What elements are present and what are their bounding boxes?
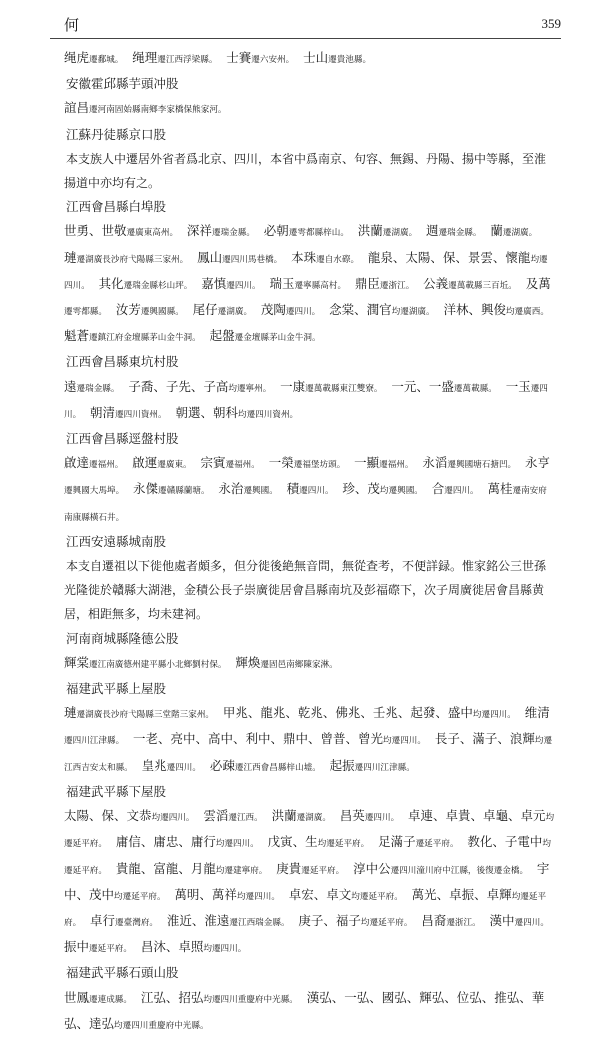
branch-heading: 福建武平縣石頭山股	[66, 965, 179, 981]
member-name: 積	[286, 481, 300, 497]
migration-note: 均遷四川重慶府中光縣。	[114, 1020, 209, 1031]
branch-heading: 江西會昌縣東坑村股	[66, 354, 179, 370]
migration-note: 均遷四川。	[472, 710, 516, 721]
migration-note: 均遷四川資州。	[237, 409, 299, 420]
migration-entries	[64, 986, 555, 1038]
migration-note: 遷四川。	[514, 917, 549, 928]
member-name: 其化	[98, 275, 124, 291]
migration-note: 遷四川江津縣。	[64, 736, 125, 747]
branch-heading: 江蘇丹徒縣京口股	[66, 126, 167, 142]
branch-heading: 福建武平縣下屋股	[66, 783, 167, 799]
migration-note: 均遷延平府。	[64, 839, 552, 876]
migration-note: 遷湖廣長沙府弋陽縣三家州。	[76, 254, 189, 265]
migration-note: 遷四川。	[226, 280, 261, 291]
member-name: 起振	[329, 757, 355, 773]
member-name: 嘉慎	[201, 275, 227, 291]
migration-note: 遷江南廣德州建平縣小北鄉劉村保。	[89, 659, 227, 670]
member-name: 鳳山	[197, 249, 223, 265]
branch-heading: 江西會昌縣白埠股	[66, 199, 167, 215]
member-name: 漢中	[489, 912, 515, 928]
migration-note: 遷江西瑞金縣。	[229, 917, 290, 928]
migration-note: 遷南安府南康縣橫石井。	[64, 486, 547, 523]
member-name: 雲滔	[203, 808, 229, 824]
branch-heading: 福建武平縣上屋股	[66, 681, 167, 697]
migration-note: 均遷延平府。	[360, 917, 413, 928]
member-name: 子喬、子先、子高	[128, 378, 229, 394]
migration-note: 遷固邑南鄉陳家淋。	[260, 659, 338, 670]
member-name: 瑞玉	[269, 275, 295, 291]
member-name: 念棠、潤官	[329, 302, 392, 318]
migration-note: 遷四川。	[299, 486, 334, 497]
member-name: 珍、茂	[342, 481, 380, 497]
branch-note: 本支族人中遷居外省者爲北京、四川，本省中爲南京、句容、無錫、丹陽、揚中等縣，至淮揚道中亦均有之。	[64, 151, 547, 191]
member-name: 長子、滿子、浪輝	[434, 731, 535, 747]
member-name: 合	[431, 481, 445, 497]
member-name: 萬光、卓振、卓輝	[411, 886, 512, 902]
migration-note: 遷興國塘石搪凹。	[447, 460, 517, 471]
migration-entries	[64, 651, 555, 677]
migration-entries	[64, 46, 555, 72]
migration-note: 遷福州。	[225, 460, 260, 471]
member-name: 绳理	[132, 50, 158, 65]
migration-note: 均遷四川重慶府中光縣。	[203, 994, 298, 1005]
migration-note: 均遷建寧府。	[215, 865, 268, 876]
migration-entries	[64, 451, 555, 530]
member-name: 庚貴	[276, 860, 302, 876]
migration-note: 遷瑞金縣杉山坪。	[123, 280, 193, 291]
migration-note: 均遷四川。	[64, 254, 548, 291]
migration-note: 遷湖廣。	[296, 813, 331, 824]
member-name: 漢弘、一弘、國弘、輝弘、位弘、推弘、華弘、達弘	[64, 989, 545, 1031]
member-name: 誼昌	[64, 100, 90, 116]
member-name: 朝清	[90, 404, 116, 420]
member-name: 一榮	[268, 455, 294, 471]
migration-note: 遷自水磜。	[316, 254, 360, 265]
branch-heading: 江西安遠縣城南股	[66, 533, 167, 549]
member-name: 昌裔	[421, 912, 447, 928]
migration-note: 遷金壇縣茅山金牛洞。	[234, 333, 321, 344]
member-name: 宇中、茂中	[64, 860, 550, 902]
member-name: 魁蒼	[64, 328, 90, 344]
migration-note: 遷四川。	[444, 486, 479, 497]
migration-note: 均遷延平府。	[351, 891, 403, 902]
migration-note: 遷興國大馬埠。	[64, 486, 125, 497]
migration-note: 遷福州。	[89, 460, 124, 471]
migration-note: 遷六安州。	[251, 55, 295, 65]
member-name: 遠	[64, 378, 77, 394]
migration-note: 均遷四川。	[383, 736, 426, 747]
member-name: 永傑	[133, 481, 159, 497]
migration-note: 遷瑞金縣。	[76, 383, 120, 394]
member-name: 貴龍、富龍、月龍	[115, 860, 216, 876]
member-name: 璉	[64, 249, 77, 265]
member-name: 輝煥	[235, 654, 261, 670]
member-name: 宗賓	[200, 455, 226, 471]
migration-entries	[64, 219, 555, 350]
member-name: 戊寅、生	[267, 834, 318, 850]
member-name: 茂陶	[260, 302, 286, 318]
member-name: 龍泉、太陽、保、景雲、懷龍	[367, 249, 531, 265]
member-name: 起盤	[209, 328, 235, 344]
member-name: 輝棠	[64, 654, 90, 670]
member-name: 庚子、福子	[298, 912, 361, 928]
member-name: 一玉	[505, 378, 531, 394]
member-name: 绳虎	[64, 50, 90, 65]
member-name: 士山	[303, 50, 329, 65]
member-name: 洪蘭	[357, 223, 383, 239]
migration-entries	[64, 701, 555, 780]
migration-note: 遷延平府。	[89, 944, 132, 955]
member-name: 蘭	[490, 223, 503, 239]
migration-note: 遷臺灣府。	[115, 917, 159, 928]
migration-note: 均遷江西吉安太和縣。	[64, 736, 553, 773]
member-name: 卓宏、卓文	[288, 886, 352, 902]
branch-heading: 江西會昌縣逕盤村股	[66, 431, 179, 447]
migration-note: 遷鎮江府金壇縣茅山金牛洞。	[89, 333, 201, 344]
migration-entries	[64, 375, 555, 427]
migration-note: 遷湖廣。	[382, 228, 418, 239]
member-name: 深祥	[186, 223, 212, 239]
member-name: 世勇、世敬	[64, 223, 127, 239]
migration-note: 遷寧縣高村。	[294, 280, 347, 291]
branch-heading: 安徽霍邱縣芋頭冲股	[66, 76, 179, 92]
member-name: 璉	[64, 705, 77, 721]
surname-heading: 何	[64, 16, 80, 34]
member-name: 萬明、萬祥	[174, 886, 237, 902]
member-name: 尾仔	[192, 302, 218, 318]
migration-note: 遷江西。	[228, 813, 263, 824]
member-name: 庸信、庸忠、庸行	[115, 834, 216, 850]
migration-note: 遷瑞金縣。	[438, 228, 482, 239]
member-name: 皇兆	[141, 757, 167, 773]
migration-note: 均遷湖廣。	[391, 307, 435, 318]
migration-note: 遷瑞金縣。	[211, 228, 255, 239]
migration-note: 遷四川馬巷橋。	[222, 254, 283, 265]
page-number: 359	[541, 16, 561, 31]
migration-note: 遷福堡坊頭。	[293, 460, 346, 471]
member-name: 鼎臣	[354, 275, 380, 291]
migration-note: 遷四川資州。	[115, 409, 167, 420]
migration-note: 遷浙江。	[379, 280, 415, 291]
member-name: 江弘、招弘	[140, 989, 204, 1005]
member-name: 甲兆、龍兆、乾兆、佛兆、壬兆、起發、盛中	[222, 705, 473, 721]
migration-note: 均遷延平府。	[114, 891, 166, 902]
member-name: 一老、亮中、高中、利中、鼎中、曾普、曾光	[133, 731, 384, 747]
member-name: 洋林、興俊	[443, 302, 506, 318]
migration-note: 遷萬載縣。	[453, 383, 497, 394]
migration-note: 均遷四川。	[151, 813, 195, 824]
member-name: 洪蘭	[271, 808, 297, 824]
member-name: 公義	[423, 275, 449, 291]
migration-note: 均遷興國。	[379, 486, 423, 497]
member-name: 昌沐、卓照	[140, 939, 204, 955]
member-name: 一顯	[354, 455, 380, 471]
migration-note: 遷江西浮梁縣。	[157, 55, 218, 65]
member-name: 教化、子電中	[467, 834, 543, 850]
migration-note: 均遷四川。	[203, 944, 247, 955]
member-name: 汝芳	[115, 302, 141, 318]
migration-note: 遷延平府。	[301, 865, 345, 876]
migration-entries	[64, 804, 555, 961]
migration-note: 遷貴池縣。	[328, 55, 372, 65]
migration-note: 遷湖廣長沙府弋陽縣三堂階三家州。	[76, 710, 215, 721]
migration-note: 遷萬載縣三百坵。	[448, 280, 517, 291]
migration-note: 遷四川。	[364, 813, 400, 824]
migration-note: 遷河南固始縣南鄉李家橋保熊家河。	[89, 105, 227, 116]
member-name: 昌英	[339, 808, 365, 824]
migration-note: 遷浙江。	[446, 917, 481, 928]
member-name: 世鳳	[64, 989, 90, 1005]
migration-note: 遷江西會昌縣梓山墟。	[234, 762, 321, 773]
member-name: 一康	[280, 378, 306, 394]
member-name: 本珠	[291, 249, 317, 265]
page-header	[64, 14, 561, 38]
member-name: 振中	[64, 939, 90, 955]
migration-note: 遷廣東高州。	[126, 228, 179, 239]
member-name: 永滔	[422, 455, 448, 471]
branch-heading: 河南商城縣隆德公股	[66, 630, 179, 646]
member-name: 及萬	[525, 275, 551, 291]
member-name: 淮近、淮遠	[166, 912, 230, 928]
migration-note: 均遷延平府。	[317, 839, 370, 850]
member-name: 卓連、卓貴、卓龜、卓元	[408, 808, 546, 824]
member-name: 萬桂	[487, 481, 513, 497]
migration-note: 遷雩都縣。	[64, 307, 107, 318]
branch-note: 本支自遷祖以下徙他處者頗多，但分徙後絶無音問，無從查考，不便詳録。惟家銘公三世孫光隆徙於贛縣大湖港，金積公長子崇廣徙居會昌縣南坑及彭福磜下，次子周廣徙居會昌縣黄居，相距無多，均未建祠。	[64, 559, 547, 622]
member-name: 足滿子	[378, 834, 416, 850]
migration-note: 遷鄱城。	[89, 55, 124, 65]
migration-note: 均遷寧州。	[228, 383, 272, 394]
member-name: 必疎	[209, 757, 235, 773]
migration-note: 均遷延平府。	[64, 813, 555, 850]
migration-entries	[64, 96, 555, 122]
member-name: 淳中公	[353, 860, 391, 876]
migration-note: 遷四川江津縣。	[354, 762, 415, 773]
member-name: 卓行	[90, 912, 116, 928]
migration-note: 均遷四川。	[215, 839, 259, 850]
migration-note: 遷雩都縣梓山。	[288, 228, 349, 239]
member-name: 朝選、朝科	[175, 404, 238, 420]
migration-note: 均遷四川。	[236, 891, 280, 902]
migration-note: 遷萬載縣東江雙寮。	[305, 383, 383, 394]
migration-note: 遷湖廣。	[217, 307, 253, 318]
member-name: 週	[426, 223, 439, 239]
member-name: 士賽	[226, 50, 252, 65]
migration-note: 遷四川。	[166, 762, 201, 773]
member-name: 太陽、保、文恭	[64, 808, 152, 824]
migration-note: 遷延平府。	[415, 839, 459, 850]
migration-note: 遷連成縣。	[89, 994, 132, 1005]
migration-note: 均遷延平府。	[64, 891, 547, 928]
migration-note: 遷廣東。	[157, 460, 192, 471]
member-name: 永亨	[524, 455, 550, 471]
migration-note: 遷贛縣蘭塘。	[158, 486, 210, 497]
migration-note: 遷四川。	[64, 383, 548, 420]
header-rule	[50, 38, 561, 39]
member-name: 啟運	[132, 455, 158, 471]
migration-note: 遷興國縣。	[140, 307, 184, 318]
migration-note: 遷福州。	[379, 460, 414, 471]
member-name: 一元、一盛	[391, 378, 454, 394]
member-name: 维清	[524, 705, 550, 721]
member-name: 啟達	[64, 455, 90, 471]
migration-note: 遷興國。	[243, 486, 278, 497]
member-name: 必朝	[263, 223, 289, 239]
migration-note: 均遷廣西。	[505, 307, 549, 318]
member-name: 永治	[218, 481, 244, 497]
migration-note: 遷湖廣。	[502, 228, 538, 239]
migration-note: 遷四川潼川府中江縣，後復遷金橋。	[390, 865, 529, 876]
migration-note: 遷四川。	[285, 307, 321, 318]
genealogy-body	[64, 46, 555, 1038]
